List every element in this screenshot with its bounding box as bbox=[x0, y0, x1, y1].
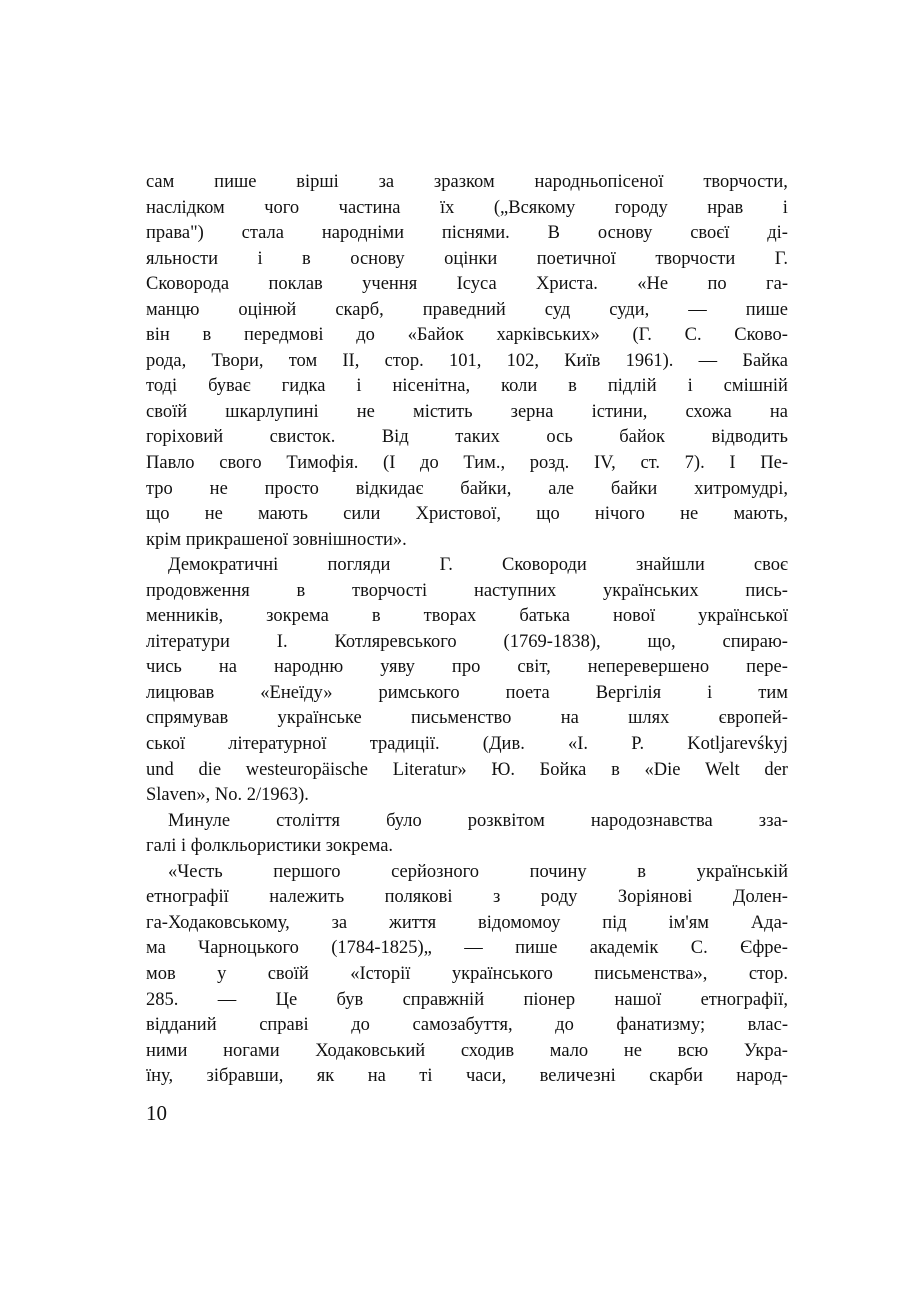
text-line: етнографії належить полякові з роду Зоріянові Долен- bbox=[146, 887, 788, 908]
text-line: чись на народню уяву про світ, неперевершено пере- bbox=[146, 657, 788, 678]
text-line: що не мають сили Христової, що нічого не мають, bbox=[146, 504, 788, 525]
text-line: літератури І. Котляревського (1769-1838), що, спираю- bbox=[146, 631, 788, 652]
text-line: манцю оцінюй скарб, праведний суд суди, — пише bbox=[146, 299, 788, 320]
text-line: Сковорода поклав учення Ісуса Христа. «Не по га- bbox=[146, 274, 788, 295]
text-line: їну, зібравши, як на ті часи, величезні скарби народ- bbox=[146, 1066, 788, 1087]
text-line: галі і фолкльористики зокрема. bbox=[146, 836, 394, 857]
text-line: спрямував українське письменство на шлях європей- bbox=[146, 708, 788, 729]
text-line: тоді буває гидка і нісенітна, коли в підлій і смішній bbox=[146, 376, 788, 397]
text-line: ської літературної традиції. (Див. «I. P. Kotljarevśkyj bbox=[146, 734, 788, 755]
text-line: відданий справі до самозабуття, до фанатизму; влас- bbox=[146, 1015, 788, 1036]
text-line: крім прикрашеної зовнішности». bbox=[146, 529, 407, 550]
body-text bbox=[146, 170, 788, 1090]
text-line: und die westeuropäische Literatur» Ю. Бойка в «Die Welt der bbox=[146, 759, 788, 780]
text-line: Павло свого Тимофія. (I до Тим., розд. IV, ст. 7). І Пе- bbox=[146, 453, 788, 474]
text-line: мов у своїй «Історії українського письменства», стор. bbox=[146, 963, 788, 984]
text-line: тро не просто відкидає байки, але байки хитромудрі, bbox=[146, 478, 788, 499]
page-number: 10 bbox=[146, 1101, 167, 1125]
text-line: продовження в творчості наступних українських пись- bbox=[146, 580, 788, 601]
text-line: горіховий свисток. Від таких ось байок відводить bbox=[146, 427, 788, 448]
text-line: ма Чарноцького (1784-1825)„ — пише академік С. Єфре- bbox=[146, 938, 788, 959]
text-line: своїй шкарлупині не містить зерна істини, схожа на bbox=[146, 401, 788, 422]
text-line: га-Ходаковському, за життя відомомоу під ім'ям Ада- bbox=[146, 912, 788, 933]
text-line: лицював «Енеїду» римського поета Вергілія і тим bbox=[146, 682, 788, 703]
text-line: Демократичні погляди Г. Сковороди знайшли своє bbox=[168, 555, 788, 576]
text-line: Минуле століття було розквітом народознавства зза- bbox=[168, 810, 788, 831]
text-line: права") стала народніми піснями. В основу своєї ді- bbox=[146, 223, 788, 244]
text-line: Slaven», No. 2/1963). bbox=[146, 785, 309, 806]
text-line: наслідком чого частина їх („Всякому городу нрав і bbox=[146, 197, 788, 218]
text-line: він в передмові до «Байок харківських» (Г. С. Сково- bbox=[146, 325, 788, 346]
text-line: «Честь першого серйозного почину в українській bbox=[168, 861, 788, 882]
text-line: 285. — Це був справжній піонер нашої етнографії, bbox=[146, 989, 788, 1010]
text-line: яльности і в основу оцінки поетичної творчости Г. bbox=[146, 248, 788, 269]
text-line: менників, зокрема в творах батька нової української bbox=[146, 606, 788, 627]
text-line: сам пише вірші за зразком народньопісеної творчости, bbox=[146, 172, 788, 192]
text-line: ними ногами Ходаковський сходив мало не всю Укра- bbox=[146, 1040, 788, 1061]
text-line: рода, Твори, том II, стор. 101, 102, Київ 1961). — Байка bbox=[146, 350, 788, 371]
